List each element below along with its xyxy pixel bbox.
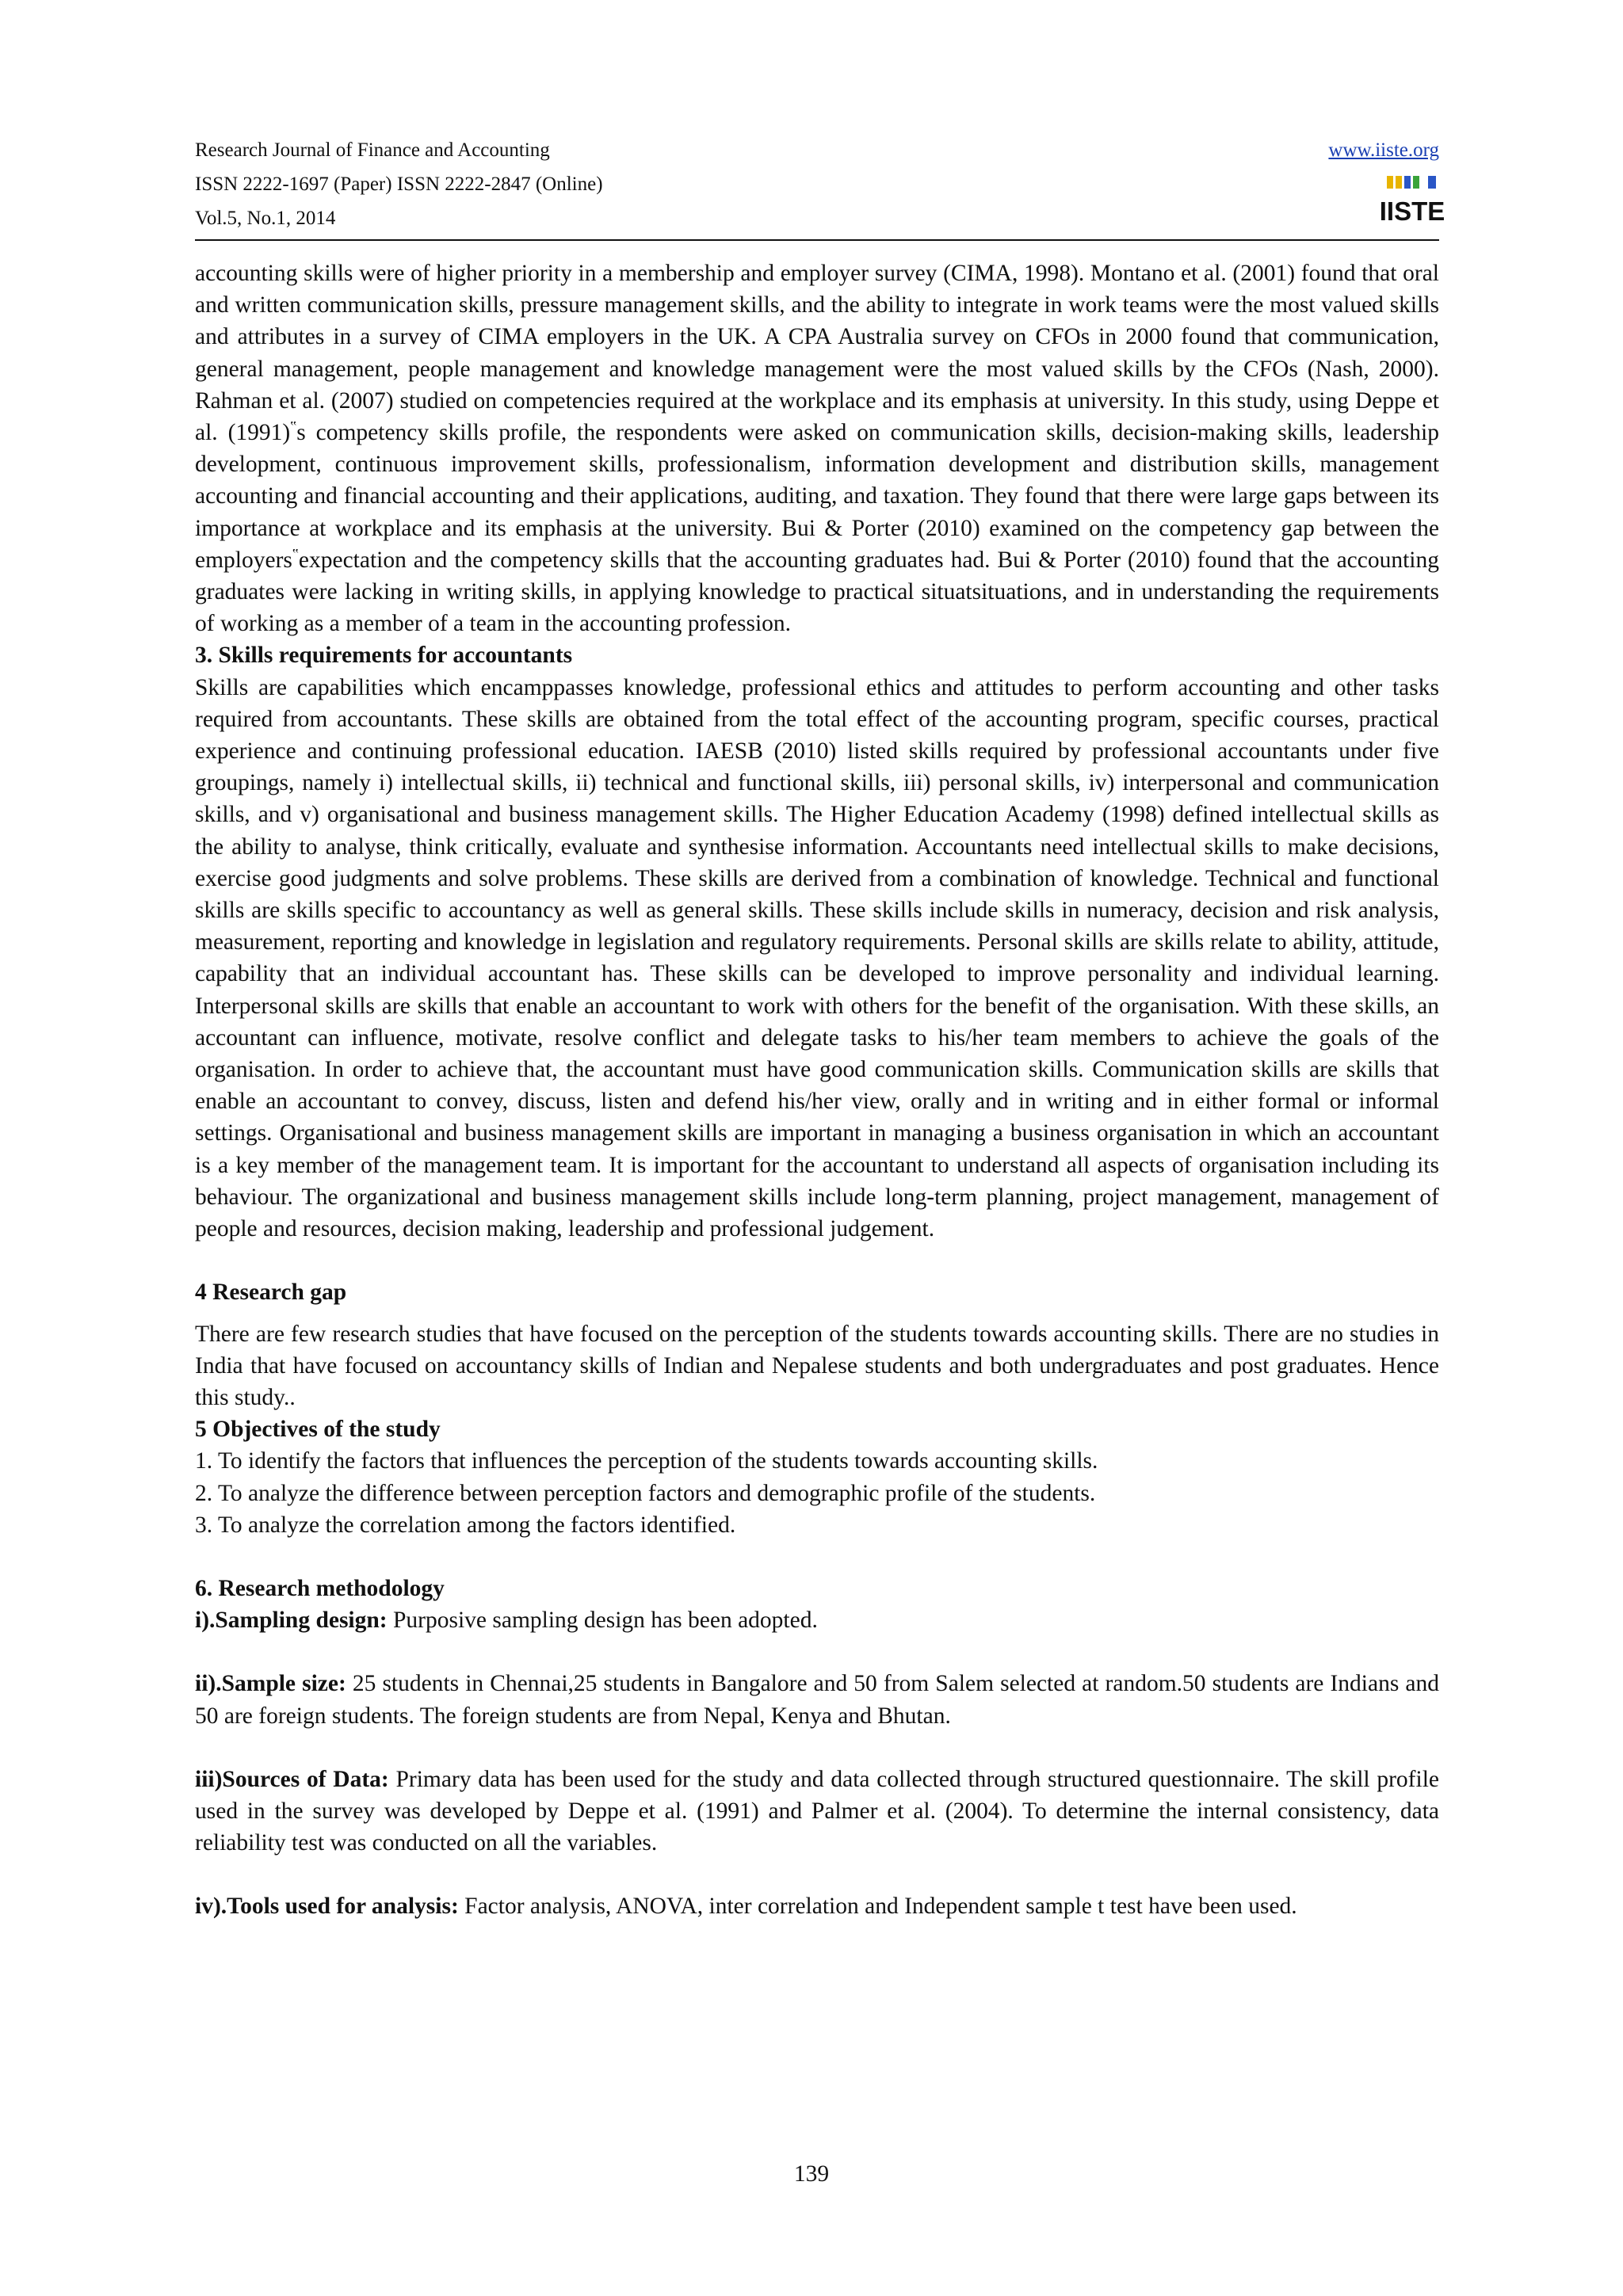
journal-url-link[interactable]: www.iiste.org <box>1328 139 1439 161</box>
volume-line: Vol.5, No.1, 2014 <box>195 208 336 229</box>
section-3-heading: 3. Skills requirements for accountants <box>195 643 573 669</box>
objective-item: 2. To analyze the difference between perception factors and demographic profile of the students. <box>195 1480 1096 1506</box>
header-rule <box>195 239 1439 241</box>
logo-lettering: IISTE <box>1379 196 1445 226</box>
sources-of-data-paragraph: iii)Sources of Data: Primary data has been used for the study and data collected through structured questionnaire. The skill profile used in the survey was developed by Deppe et al. (1991) and Palmer et al. (2004). To determine the internal consistency, data reliability test was conducted on all the variables. <box>195 1766 1439 1856</box>
article-body <box>195 257 1439 1923</box>
intro-paragraph: accounting skills were of higher priority in a membership and employer survey (CIMA, 1998). Montano et al. (2001) found that oral and written communication skills, pressure management skills, and the ability to integrate in work teams were the most valued skills and attributes in a survey of CIMA employers in the UK. A CPA Australia survey on CFOs in 2000 found that communication, general management, people management and knowledge management were the most valued skills by the CFOs (Nash, 2000). Rahman et al. (2007) studied on competencies required at the workplace and its emphasis at university. In this study, using Deppe et al. (1991)‟s competency skills profile, the respondents were asked on communication skills, decision-making skills, leadership development, continuous improvement skills, professionalism, information development and distribution skills, management accounting and financial accounting and their applications, auditing, and taxation. They found that there were large gaps between its importance at workplace and its emphasis at the university. Bui & Porter (2010) examined on the competency gap between the employers‟expectation and the competency skills that the accounting graduates had. Bui & Porter (2010) found that the accounting graduates were lacking in writing skills, in applying knowledge to practical situatsituations, and in understanding the requirements of working as a member of a team in the accounting profession. <box>195 261 1440 637</box>
iiste-logo-icon <box>1379 173 1445 230</box>
section-5-heading: 5 Objectives of the study <box>195 1417 441 1443</box>
page-number: 139 <box>793 2161 830 2187</box>
journal-name: Research Journal of Finance and Accounting <box>195 139 550 161</box>
running-header-line-1 <box>195 138 1439 163</box>
section-4-heading: 4 Research gap <box>195 1280 347 1306</box>
section-4-paragraph: There are few research studies that have focused on the perception of the students towards accounting skills. There are no studies in India that have focused on accountancy skills of Indian and Nepalese students and both undergraduates and post graduates. Hence this study.. <box>195 1321 1439 1410</box>
section-6-heading: 6. Research methodology <box>195 1575 445 1601</box>
tools-paragraph: iv).Tools used for analysis: Factor analysis, ANOVA, inter correlation and Independent sample t test have been used. <box>195 1894 1297 1920</box>
section-3-paragraph: Skills are capabilities which encamppasses knowledge, professional ethics and attitudes to perform accounting and other tasks required from accountants. These skills are obtained from the total effect of the accounting program, specific courses, practical experience and continuing professional education. IAESB (2010) listed skills required by professional accountants under five groupings, namely i) intellectual skills, ii) technical and functional skills, iii) personal skills, iv) interpersonal and communication skills, and v) organisational and business management skills. The Higher Education Academy (1998) defined intellectual skills as the ability to analyse, think critically, evaluate and synthesise information. Accountants need intellectual skills to make decisions, exercise good judgments and solve problems. These skills are derived from a combination of knowledge. Technical and functional skills are skills specific to accountancy as well as general skills. These skills include skills in numeracy, decision and risk analysis, measurement, reporting and knowledge in legislation and regulatory requirements. Personal skills are skills relate to ability, attitude, capability that an individual accountant has. These skills can be developed to improve personality and individual learning. Interpersonal skills are skills that enable an accountant to work with others for the benefit of the organisation. With these skills, an accountant can influence, motivate, resolve conflict and delegate tasks to his/her team members to achieve the goals of the organisation. In order to achieve that, the accountant must have good communication skills. Communication skills are skills that enable an accountant to convey, discuss, listen and defend his/her view, orally and in writing and in either formal or informal settings. Organisational and business management skills are important in managing a business organisation in which an accountant is a key member of the management team. It is important for the accountant to understand all aspects of organisation including its behaviour. The organizational and business management skills include long-term planning, project management, management of people and resources, decision making, leadership and professional judgement. <box>195 674 1439 1242</box>
sampling-design-paragraph: i).Sampling design: Purposive sampling design has been adopted. <box>195 1608 818 1634</box>
sample-size-paragraph: ii).Sample size: 25 students in Chennai,25 students in Bangalore and 50 from Salem selected at random.50 students are Indians and 50 are foreign students. The foreign students are from Nepal, Kenya and Bhutan. <box>195 1671 1439 1729</box>
issn-line: ISSN 2222-1697 (Paper) ISSN 2222-2847 (Online) <box>195 174 603 195</box>
objective-item: 3. To analyze the correlation among the factors identified. <box>195 1512 736 1538</box>
objective-item: 1. To identify the factors that influences the perception of the students towards accounting skills. <box>195 1448 1098 1474</box>
